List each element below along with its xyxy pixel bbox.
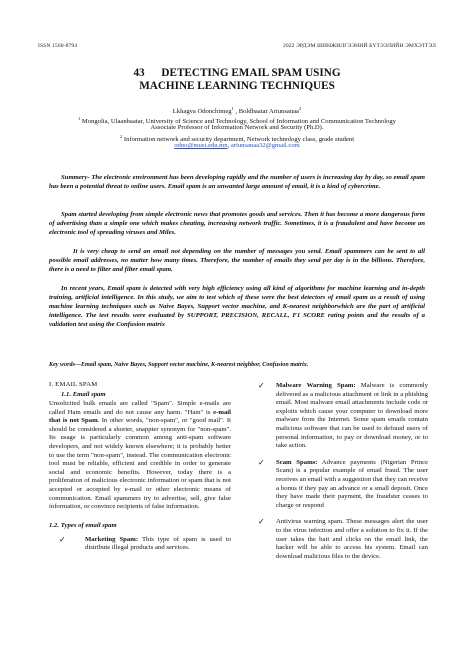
abstract-paragraph-4: In recent years, Email spam is detected with very high efficiency using all kind of algorithms for machine learning and in-depth training, artificial intelligence. In this study, we aim to test which of these were the best detectors of email spam as a result of using machine learning techniques such as Naive Bayes, Support vector machine, and K-nearest neighborwhich are the part of artificial intelligence. The test results were evaluated by SUPPORT, PRECISION, RECALL, F1 SCORE rating points and the results of a validation test using the Confusion matrix [49,285,425,329]
p1-part-a: Unsolicited bulk emails are called "Spam". Simple e-mails are called Ham emails and do not cause any harm. "Ham" is [49,400,231,416]
marketing-spam-text: This type of spam is used to distribute illegal products and services. [85,535,232,552]
marketing-spam-term: Marketing Spam: [85,535,139,543]
journal-label: 2022 ЭРДЭМ ШИНЖИЛГЭЭНИЙ БҮТЭЭЛИЙН ЭМХЭТГЭЛ [282,43,436,49]
checkmark-icon: ✓ [258,517,265,527]
antivirus-warning-text: Antivirus warning spam. These messages alert the user to the virus infection and offer a solution to fix it. If the user takes the bait and clicks on the email link, the hacker will be able to access his system. Email can download malicious files to the device. [276,518,428,560]
scam-spams-text: Advance payments (Nigerian Prince Scam) is a popular example of email fraud. The user receives an email with a suggestion that they can receive a bonus if they pay an advance or a small deposit. Once they have made their payment, the fraudster ceases to charge or respond [276,458,428,509]
checkmark-icon: ✓ [258,457,265,467]
author-2: , Boldbaatar Ariunsanaa [233,108,299,116]
left-column [49,381,231,553]
checkmark-icon: ✓ [59,534,66,544]
aff2-text: Information network and security department, Network technology class, grade student [122,136,355,144]
abstract-paragraph-1: Summery- The electronic environment has been developing rapidly and the number of users is increasing day by day, so email spam has been a potential threat to online users. Email spam is an unwanted large amount of email, it is a kind of cybercrime. [49,174,425,191]
p1-bold: e-mail that is not Spam [49,408,231,425]
scam-spams-term: Scam Spams: [276,458,318,466]
author-1-sup: 1 [231,106,234,111]
email-spam-paragraph [49,400,231,512]
malware-warning-term: Malware Warning Spam: [276,382,356,389]
author-emails [0,142,474,150]
title-line-2: MACHINE LEARNING TECHNIQUES [139,80,335,92]
list-item-antivirus-warning [258,518,428,561]
author-1: Lkhagva Odonchimeg [172,108,232,116]
email-link-2[interactable]: ariunsanaa32@gmail.com [230,142,300,149]
email-link-1[interactable]: odno@must.edu.mn [174,142,228,149]
aff1-sup: 1 [78,116,81,121]
p1-part-b: . In other words, "non-spam", or "good mail". It should be considered a shorter, snappier synonym for "non-spam". Its usage is particularly common among anti-spam software developers, and not widely known elsewhere; it is probably better to use the term "non-spam", instead. The communication electronic tool must be reliable, efficient and credible in order to generate social and economic benefits. However, today there is a proliferation of malicious electronic information or spam that is not accepted or accepted by e-mail or other electronic means of communication. Email spammers try to advertise, sell, give false information, or convince recipients of false information. [49,417,232,511]
abstract-paragraph-3: It is very cheap to send an email not depending on the number of messages you send. Email spammers can be sent to all possible email addresses, no matter how many times. Therefore, the number of emails they send per day is in the billions. Therefore, there is a need to filter and filter email spam. [49,248,425,274]
paper-title [0,67,474,93]
title-line-1: DETECTING EMAIL SPAM USING [161,67,341,79]
subsection-types-of-spam: 1.2. Types of email spam [49,521,117,529]
issn-label: ISSN 1560-8794 [38,43,78,49]
aff2-sup: 2 [119,134,123,139]
section-heading-email-spam: I. EMAIL SPAM [49,381,98,388]
checkmark-icon: ✓ [258,381,265,390]
malware-warning-text: Malware is commonly delivered as a malicious attachment or link in a phishing email. Most malware email attachments include code or exploits which cause your computer to download more malware from the Internet. Some spam emails contain malicious software that can be used to defraud users of personal information, to pay or download money, or to take action. [276,382,428,450]
right-column [258,382,428,561]
abstract-paragraph-2: Spam started developing from simple electronic news that promotes goods and services. Then it has become a more dangerous form of advertising than a simple one which makes cheating, increasing network traffic. Sometimes, it is a fraudulent and have become an electronic tool of spreading viruses and Miles. [49,211,425,237]
paper-number: 43 [133,67,145,79]
list-item-marketing-spam [49,536,231,553]
email-separator: , [227,142,231,149]
affiliation-1b: Associate Professor of Information Network and Security (Ph.D). [150,124,324,131]
keywords: Key words—Email spam, Naive Bayes, Support vector machine, K-nearest neighbor, Confusion matrix. [49,362,309,368]
list-item-scam-spams [258,459,428,511]
aff1-text: Mongolia, Ulaanbaatar, University of Science and Technology, School of Information and Communication Technology [80,118,396,126]
subsection-email-spam: 1.1. Email spam [61,391,106,398]
author-2-sup: 2 [298,106,302,111]
list-item-malware-warning [258,382,428,451]
